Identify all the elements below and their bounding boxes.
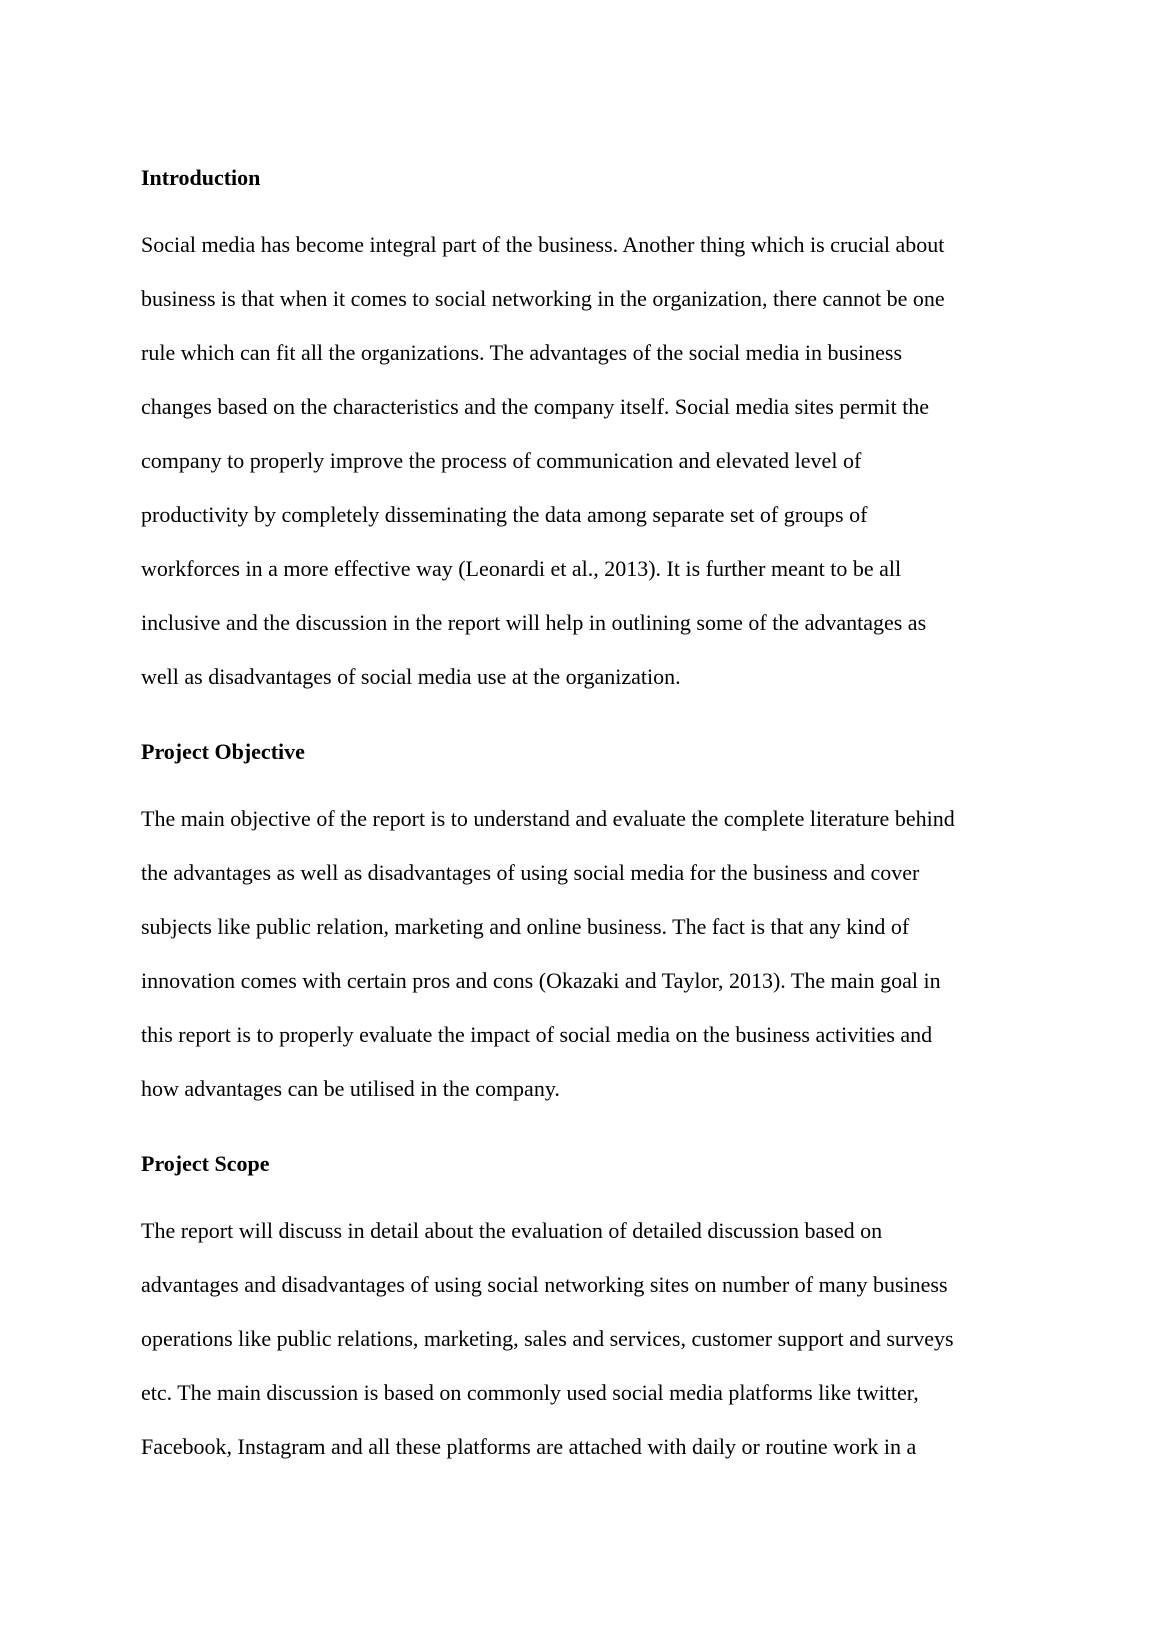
section-heading: Project Objective — [141, 739, 305, 764]
paragraph-line: the advantages as well as disadvantages of using social media for the business and cover — [141, 860, 920, 885]
paragraph-line: changes based on the characteristics and the company itself. Social media sites permit the — [141, 394, 930, 419]
paragraph-line: inclusive and the discussion in the report will help in outlining some of the advantages as — [141, 610, 927, 635]
section-introduction — [141, 166, 1021, 704]
paragraph-line: Social media has become integral part of the business. Another thing which is crucial about — [141, 232, 945, 257]
section-heading: Project Scope — [141, 1151, 270, 1176]
paragraph-line: rule which can fit all the organizations. The advantages of the social media in business — [141, 340, 903, 365]
section-project-scope — [141, 1152, 1021, 1474]
section-heading: Introduction — [141, 165, 261, 190]
paragraph-line: operations like public relations, marketing, sales and services, customer support and surveys — [141, 1326, 954, 1351]
paragraph-line: workforces in a more effective way (Leonardi et al., 2013). It is further meant to be all — [141, 556, 902, 581]
paragraph-line: well as disadvantages of social media use at the organization. — [141, 664, 681, 689]
paragraph-line: subjects like public relation, marketing and online business. The fact is that any kind of — [141, 914, 910, 939]
paragraph-line: productivity by completely disseminating the data among separate set of groups of — [141, 502, 868, 527]
paragraph-line: company to properly improve the process of communication and elevated level of — [141, 448, 862, 473]
paragraph-line: The main objective of the report is to understand and evaluate the complete literature behind — [141, 806, 955, 831]
section-paragraph — [141, 1204, 1021, 1474]
paragraph-line: etc. The main discussion is based on commonly used social media platforms like twitter, — [141, 1380, 919, 1405]
paragraph-line: business is that when it comes to social networking in the organization, there cannot be one — [141, 286, 945, 311]
section-paragraph — [141, 218, 1021, 704]
paragraph-line: The report will discuss in detail about the evaluation of detailed discussion based on — [141, 1218, 883, 1243]
paragraph-line: advantages and disadvantages of using social networking sites on number of many business — [141, 1272, 948, 1297]
section-project-objective — [141, 740, 1021, 1116]
paragraph-line: Facebook, Instagram and all these platforms are attached with daily or routine work in a — [141, 1434, 917, 1459]
section-paragraph — [141, 792, 1021, 1116]
paragraph-line: innovation comes with certain pros and cons (Okazaki and Taylor, 2013). The main goal in — [141, 968, 941, 993]
paragraph-line: this report is to properly evaluate the impact of social media on the business activities and — [141, 1022, 933, 1047]
paragraph-line: how advantages can be utilised in the company. — [141, 1076, 560, 1101]
